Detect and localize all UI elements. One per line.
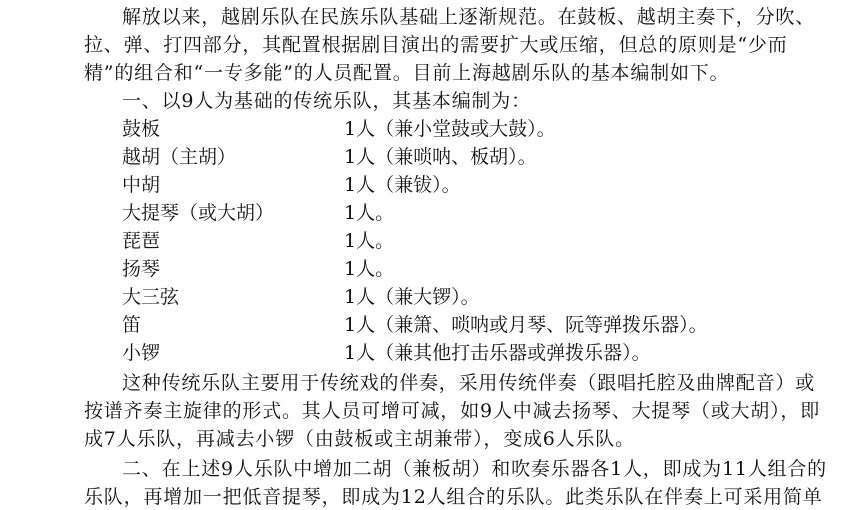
instrument-count: 1人（兼钹）。 <box>344 174 461 196</box>
instrument-count: 1人（兼唢呐、板胡）。 <box>344 146 537 168</box>
instrument-count: 1人（兼箫、唢呐或月琴、阮等弹拨乐器）。 <box>344 314 708 336</box>
instrument-name: 越胡（主胡） <box>122 146 237 168</box>
paragraph-1-line-1: 解放以来，越剧乐队在民族乐队基础上逐渐规范。在鼓板、越胡主奏下，分吹、 <box>122 6 816 28</box>
instrument-name: 扬琴 <box>122 258 161 280</box>
paragraph-2-line-1: 这种传统乐队主要用于传统戏的伴奏，采用传统伴奏（跟唱托腔及曲牌配音）或 <box>122 372 816 394</box>
instrument-name: 小锣 <box>122 342 161 364</box>
instrument-name: 中胡 <box>122 174 161 196</box>
paragraph-1-line-2: 拉、弹、打四部分，其配置根据剧目演出的需要扩大或压缩，但总的原则是“少而 <box>84 34 788 56</box>
section-1-heading: 一、以9人为基础的传统乐队，其基本编制为： <box>122 90 531 112</box>
paragraph-2-line-2: 按谱齐奏主旋律的形式。其人员可增可减，如9人中减去扬琴、大提琴（或大胡），即 <box>84 400 820 422</box>
paragraph-3-line-2: 乐队，再增加一把低音提琴，即成为12人组合的乐队。此类乐队在伴奏上可采用简单 <box>84 486 823 508</box>
instrument-count: 1人（兼小堂鼓或大鼓）。 <box>344 118 556 140</box>
instrument-name: 鼓板 <box>122 118 161 140</box>
instrument-count: 1人（兼大锣）。 <box>344 286 480 308</box>
paragraph-1-line-3: 精”的组合和“一专多能”的人员配置。目前上海越剧乐队的基本编制如下。 <box>84 62 730 84</box>
instrument-name: 大提琴（或大胡） <box>122 202 275 224</box>
instrument-count: 1人。 <box>344 258 395 280</box>
instrument-count: 1人（兼其他打击乐器或弹拨乐器）。 <box>344 342 651 364</box>
instrument-count: 1人。 <box>344 230 395 252</box>
paragraph-2-line-3: 成7人乐队，再减去小锣（由鼓板或主胡兼带），变成6人乐队。 <box>84 428 635 450</box>
instrument-name: 笛 <box>122 314 142 336</box>
paragraph-3-line-1: 二、在上述9人乐队中增加二胡（兼板胡）和吹奏乐器各1人，即成为11人组合的 <box>122 458 827 480</box>
instrument-name: 琵琶 <box>122 230 161 252</box>
instrument-name: 大三弦 <box>122 286 180 308</box>
instrument-count: 1人。 <box>344 202 395 224</box>
